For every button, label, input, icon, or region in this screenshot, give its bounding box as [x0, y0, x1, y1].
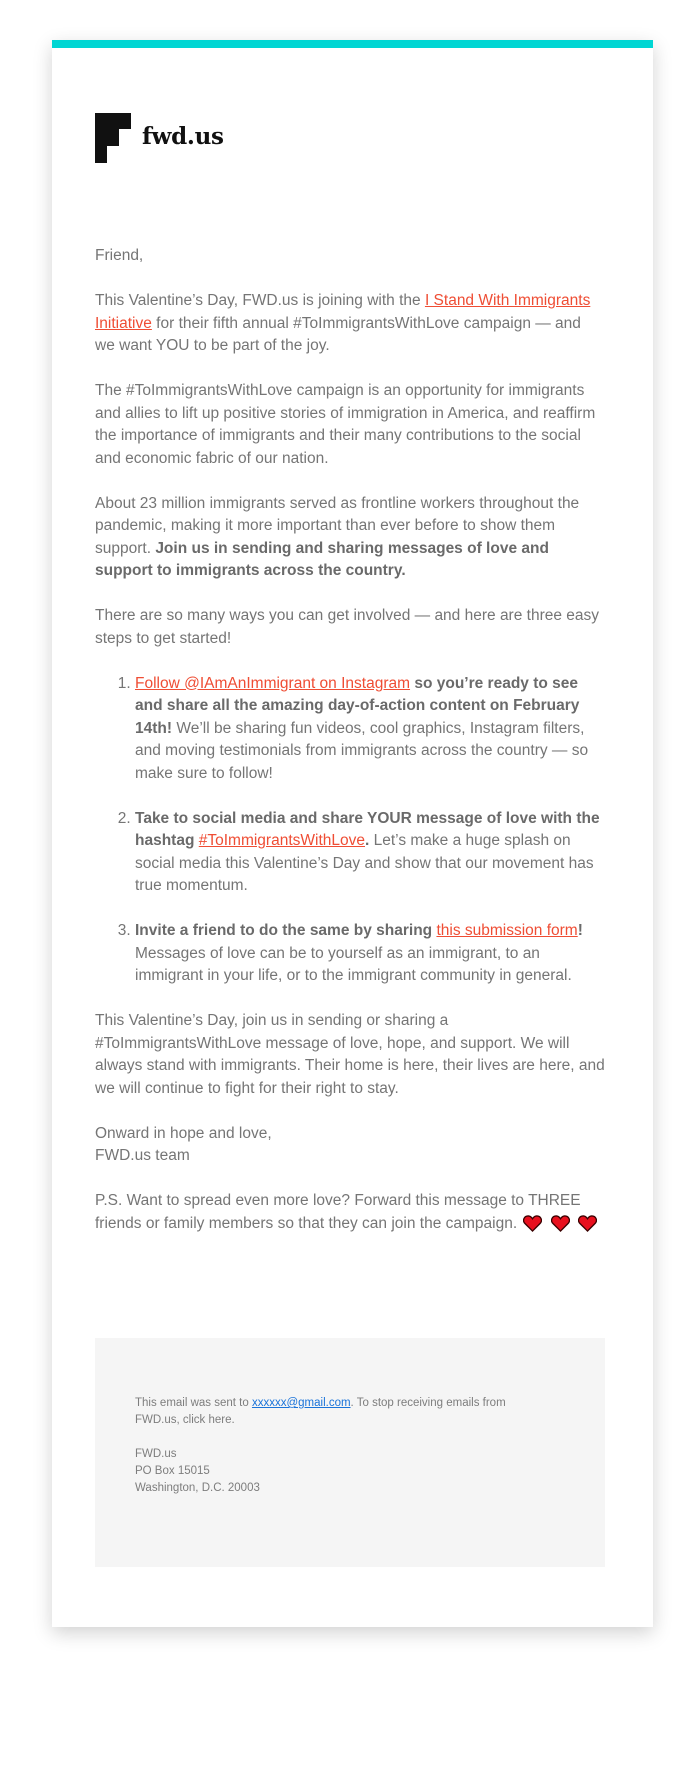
paragraph-valentines: This Valentine’s Day, join us in sending or sharing a #ToImmigrantsWithLove message of love, hope, and support. We will always stand with immigrants. Their home is here, their lives are here, and we will continue to fight for their right to stay. [95, 1012, 605, 1097]
recipient-email-link[interactable]: xxxxxx@gmail.com [251, 1397, 351, 1409]
email-footer [95, 1338, 605, 1567]
paragraph-frontline: About 23 million immigrants served as frontline workers throughout the pandemic, making it more important than ever before to show them support. Join us in sending and sharing messages of love and support to immigrants across the country. [95, 494, 580, 579]
greeting: Friend, [95, 247, 144, 264]
heart-icon [523, 1215, 542, 1232]
step-item: 3. Invite a friend to do the same by sharing this submission form! Messages of love can be to yourself as an immigrant, to an immigrant in your life, or to the immigrant community in general. [135, 920, 605, 988]
email-body [95, 245, 605, 1258]
postscript: P.S. Want to spread even more love? Forward this message to THREE friends or family members so that they can join the campaign. [95, 1190, 605, 1235]
submission-form-link[interactable]: this submission form [436, 922, 578, 939]
hashtag-link[interactable]: #ToImmigrantsWithLove [198, 832, 365, 849]
email-card [52, 40, 653, 1627]
signoff: Onward in hope and love, FWD.us team [95, 1124, 272, 1164]
accent-bar [52, 40, 653, 48]
i-stand-with-immigrants-link[interactable]: I Stand With Immigrants Initiative [95, 292, 591, 332]
heart-icon [578, 1215, 597, 1232]
paragraph-ways: There are so many ways you can get involved — and here are three easy steps to get started! [95, 607, 600, 647]
fwd-logo-icon [95, 113, 131, 163]
heart-icon [551, 1215, 570, 1232]
follow-instagram-link[interactable]: Follow @IAmAnImmigrant on Instagram [135, 674, 411, 692]
steps-list [95, 673, 605, 988]
paragraph-campaign: The #ToImmigrantsWithLove campaign is an opportunity for immigrants and allies to lift up positive stories of immigration in America, and reaffirm the importance of immigrants and their many contributions to the social and economic fabric of our nation. [95, 382, 596, 467]
paragraph-intro: This Valentine’s Day, FWD.us is joining with the I Stand With Immigrants Initiative for their fifth annual #ToImmigrantsWithLove campaign — and we want YOU to be part of the joy. [95, 292, 591, 354]
step-item: 1. Follow @IAmAnImmigrant on Instagram so you’re ready to see and share all the amazing day-of-action content on February 14th! We’ll be sharing fun videos, cool graphics, Instagram filters, and moving testimonials from immigrants across the country — so make sure to follow! [135, 673, 605, 786]
footer-text [135, 1395, 535, 1514]
step-item: 2. Take to social media and share YOUR message of love with the hashtag #ToImmigrantsWithLove. Let’s make a huge splash on social media this Valentine’s Day and show that our movement has true momentum. [135, 808, 605, 898]
unsubscribe-notice: This email was sent to xxxxxx@gmail.com. To stop receiving emails from FWD.us, click here. [135, 1397, 506, 1426]
fwd-logo[interactable] [95, 113, 295, 163]
logo-wordmark: fwd.us [142, 123, 224, 150]
mailing-address: FWD.us PO Box 15015 Washington, D.C. 20003 [135, 1448, 260, 1494]
